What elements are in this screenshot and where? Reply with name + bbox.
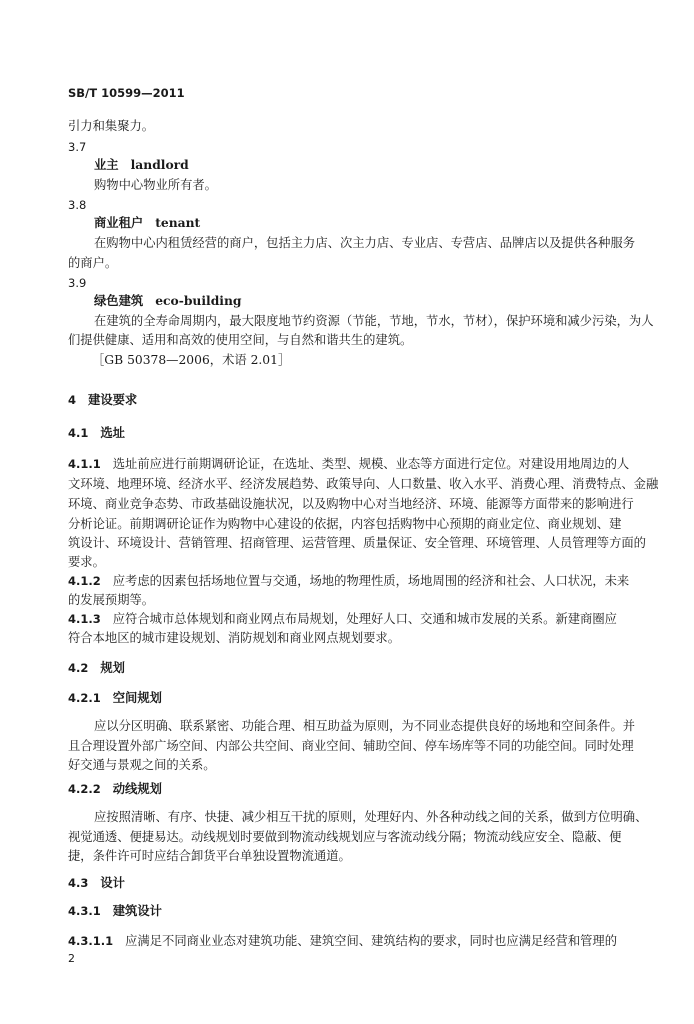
term-reference: ［GB 50378—2006，术语 2.01］ — [92, 353, 291, 367]
paragraph-line: 分析论证。前期调研论证作为购物中心建设的依据，内容包括购物中心预期的商业定位、商业规划、建 — [68, 517, 622, 531]
paragraph-text: 应满足不同商业业态对建筑功能、建筑空间、建筑结构的要求，同时也应满足经营和管理的 — [125, 934, 618, 948]
subsection-title: 建筑设计 — [112, 903, 162, 918]
term-zh: 商业租户 — [94, 215, 144, 230]
section-heading — [68, 392, 137, 408]
subsection-number: 4.2.1 — [68, 691, 101, 705]
subsection-heading — [68, 903, 162, 919]
paragraph-line: 视觉通透、便捷易达。动线规划时要做到物流动线规划应与客流动线分隔；物流动线应安全、隐蔽、便 — [68, 830, 622, 844]
section-number: 4 — [68, 393, 77, 407]
term-en: eco-building — [155, 293, 242, 308]
paragraph-text: 选址前应进行前期调研论证，在选址、类型、规模、业态等方面进行定位。对建设用地周边的人 — [112, 457, 630, 471]
term-zh: 绿色建筑 — [94, 293, 144, 308]
paragraph-text: 应符合城市总体规划和商业网点布局规划，处理好人口、交通和城市发展的关系。新建商圈应 — [112, 612, 617, 626]
paragraph-line — [68, 933, 617, 949]
section-title: 规划 — [100, 660, 125, 675]
standard-code-header: SB/T 10599—2011 — [68, 86, 185, 100]
subsection-heading — [68, 690, 162, 706]
section-title: 建设要求 — [88, 392, 138, 407]
clause-number: 4.1.3 — [68, 612, 101, 626]
term-number: 3.7 — [68, 140, 87, 154]
section-title: 设计 — [100, 875, 125, 890]
term-en: landlord — [130, 157, 189, 172]
paragraph-line — [68, 611, 617, 627]
paragraph-line: 符合本地区的城市建设规划、消防规划和商业网点规划要求。 — [68, 631, 401, 645]
section-number: 4.2 — [68, 661, 89, 675]
subsection-title: 空间规划 — [112, 690, 162, 705]
subsection-title: 动线规划 — [112, 781, 162, 796]
section-number: 4.1 — [68, 426, 89, 440]
term-definition: 在建筑的全寿命周期内，最大限度地节约资源（节能，节地，节水，节材），保护环境和减少污染，为人 — [94, 314, 654, 328]
term-zh: 业主 — [94, 157, 119, 172]
paragraph-line: 文环境、地理环境、经济水平、经济发展趋势、政策导向、人口数量、收入水平、消费心理、消费特点、金融 — [68, 477, 659, 491]
paragraph-line — [68, 573, 629, 589]
term-definition: 在购物中心内租赁经营的商户，包括主力店、次主力店、专业店、专营店、品牌店以及提供各种服务 — [94, 236, 636, 250]
clause-number: 4.1.1 — [68, 457, 101, 471]
term-definition: 购物中心物业所有者。 — [94, 178, 217, 192]
section-heading — [68, 875, 125, 891]
section-heading — [68, 425, 125, 441]
term-definition: 们提供健康、适用和高效的使用空间，与自然和谐共生的建筑。 — [68, 333, 413, 347]
subsection-number: 4.3.1 — [68, 904, 101, 918]
section-title: 选址 — [100, 425, 125, 440]
subsection-number: 4.2.2 — [68, 782, 101, 796]
term-heading — [94, 293, 242, 309]
term-en: tenant — [155, 215, 201, 230]
paragraph-line — [68, 456, 629, 472]
clause-number: 4.3.1.1 — [68, 934, 114, 948]
term-number: 3.8 — [68, 198, 87, 212]
term-definition: 的商户。 — [68, 256, 118, 270]
term-number: 3.9 — [68, 276, 87, 290]
paragraph-text: 应考虑的因素包括场地位置与交通，场地的物理性质，场地周围的经济和社会、人口状况，未来 — [112, 574, 630, 588]
term-heading — [94, 215, 200, 231]
paragraph-line: 应按照清晰、有序、快捷、减少相互干扰的原则，处理好内、外各种动线之间的关系，做到方位明确、 — [94, 810, 648, 824]
section-heading — [68, 660, 125, 676]
paragraph-line: 好交通与景观之间的关系。 — [68, 758, 216, 772]
section-number: 4.3 — [68, 876, 89, 890]
paragraph-line: 环境、商业竞争态势、市政基础设施状况，以及购物中心对当地经济、环境、能源等方面带来的影响进行 — [68, 497, 634, 511]
paragraph-line: 且合理设置外部广场空间、内部公共空间、商业空间、辅助空间、停车场库等不同的功能空间。同时处理 — [68, 739, 634, 753]
term-heading — [94, 157, 189, 173]
paragraph-line: 引力和集聚力。 — [68, 119, 155, 133]
clause-number: 4.1.2 — [68, 574, 101, 588]
page-number: 2 — [68, 952, 75, 965]
subsection-heading — [68, 781, 162, 797]
paragraph-line: 捷，条件许可时应结合卸货平台单独设置物流通道。 — [68, 849, 351, 863]
paragraph-line: 要求。 — [68, 555, 105, 569]
paragraph-line: 的发展预期等。 — [68, 593, 155, 607]
paragraph-line: 应以分区明确、联系紧密、功能合理、相互助益为原则，为不同业态提供良好的场地和空间条件。并 — [94, 719, 636, 733]
paragraph-line: 筑设计、环境设计、营销管理、招商管理、运营管理、质量保证、安全管理、环境管理、人员管理等方面的 — [68, 536, 646, 550]
